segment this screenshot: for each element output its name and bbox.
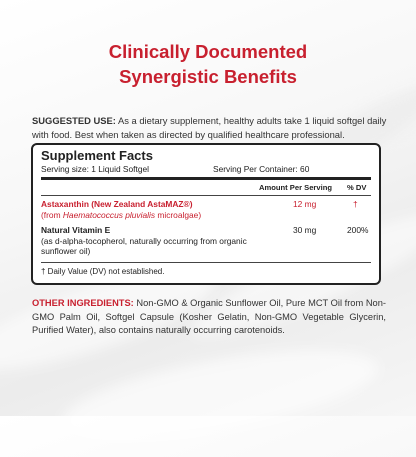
astaxanthin-source-suffix: microalgae) <box>155 209 202 220</box>
nutrient-row-vitamin-e <box>41 225 371 257</box>
nutrient-row-astaxanthin <box>41 199 371 220</box>
serving-size: Serving size: 1 Liquid Softgel <box>41 164 150 174</box>
headline-line-1: Clinically Documented <box>108 41 308 62</box>
serving-row <box>41 164 371 175</box>
astaxanthin-amount: 12 mg <box>293 199 317 209</box>
vitamin-e-detail: (as d-alpha-tocopherol, naturally occurring from organic sunflower oil) <box>41 235 247 256</box>
astaxanthin-source-species: Haematococcus pluvialis <box>62 209 156 220</box>
astaxanthin-source <box>41 210 251 221</box>
supplement-facts-title: Supplement Facts <box>41 148 153 163</box>
dv-header: % DV <box>347 183 367 192</box>
background-wisp <box>56 333 383 457</box>
headline-line-2: Synergistic Benefits <box>119 66 297 87</box>
suggested-use <box>32 114 390 141</box>
vitamin-e-dv: 200% <box>347 225 369 235</box>
amount-per-serving-header: Amount Per Serving <box>259 183 332 192</box>
thick-divider <box>41 177 371 180</box>
suggested-use-label: SUGGESTED USE: <box>32 115 116 126</box>
suggested-use-text: As a dietary supplement, healthy adults take 1 liquid softgel daily with food. Best when taken as directed by qualified healthcare professional. <box>32 115 387 140</box>
thin-divider <box>41 195 371 196</box>
astaxanthin-source-prefix: (from <box>41 209 63 220</box>
astaxanthin-dv: † <box>353 199 358 209</box>
thin-divider <box>41 262 371 263</box>
other-ingredients-text: Non-GMO & Organic Sunflower Oil, Pure MCT Oil from Non-GMO Palm Oil, Softgel Capsule (Kosher Gelatin, Non-GMO Vegetable Glycerin, Purified Water), also contains naturally occurring carotenoids. <box>32 298 386 335</box>
other-ingredients <box>32 297 386 338</box>
other-ingredients-label: OTHER INGREDIENTS: <box>32 298 134 308</box>
vitamin-e-amount: 30 mg <box>293 225 317 235</box>
vitamin-e-name: Natural Vitamin E <box>41 225 111 235</box>
column-headers <box>41 182 371 193</box>
headline <box>0 39 416 89</box>
dv-footnote: † Daily Value (DV) not established. <box>41 266 165 276</box>
astaxanthin-name: Astaxanthin (New Zealand AstaMAZ®) <box>41 199 193 209</box>
servings-per-container: Serving Per Container: 60 <box>213 164 310 174</box>
supplement-facts-panel <box>31 143 381 285</box>
